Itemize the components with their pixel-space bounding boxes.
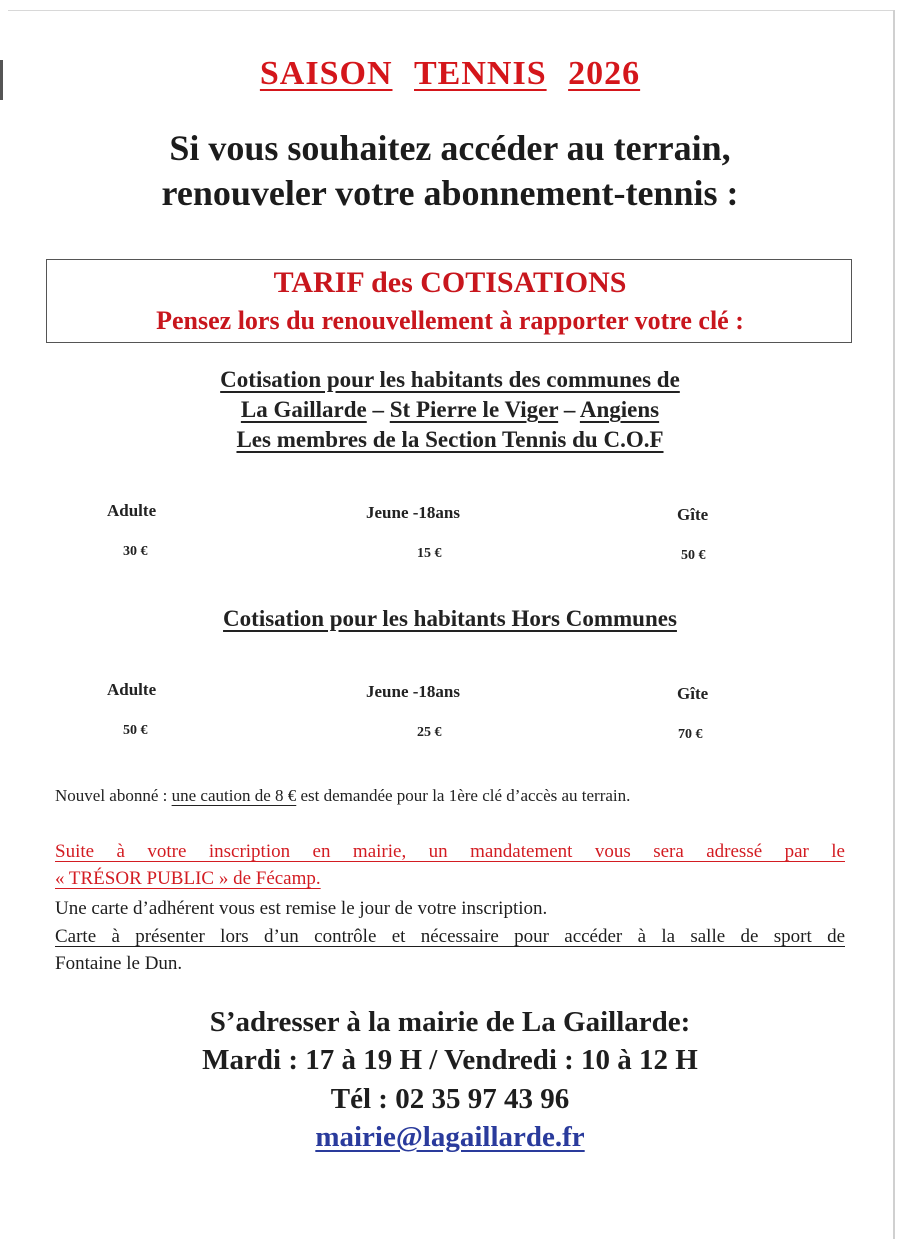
s2-label-gite: Gîte [677,684,709,703]
s1-label-adulte: Adulte [107,501,157,520]
tarif-title: TARIF des COTISATIONS [273,266,627,299]
separator-1: – [372,397,384,422]
s1-price-adulte: 30 € [123,544,148,559]
info-line-4: Carte à présenter lors d’un contrôle et nécessaire pour accéder à la salle de sport de [55,926,845,947]
section1-heading-line3: Les membres de la Section Tennis du C.O.F [236,427,664,452]
title-word-tennis: TENNIS [414,55,547,92]
commune-angiens: Angiens [579,397,660,422]
s2-label-jeune: Jeune -18ans [366,682,460,701]
commune-st-pierre-le-viger: St Pierre le Viger [389,397,559,422]
info-red-line-2: « TRÉSOR PUBLIC » de Fécamp. [55,868,321,889]
info-line-3: Une carte d’adhérent vous est remise le jour de votre inscription. [55,898,548,919]
subtitle-line-1: Si vous souhaitez accéder au terrain, [169,128,731,168]
page-edge-top [8,10,893,11]
section1-communes-line [0,397,900,423]
s2-label-adulte: Adulte [107,680,157,699]
title-word-saison: SAISON [259,55,393,92]
contact-hours: Mardi : 17 à 19 H / Vendredi : 10 à 12 H [202,1044,698,1076]
info-red-line-1: Suite à votre inscription en mairie, un mandatement vous sera adressé par le [55,841,845,862]
subtitle-line-2: renouveler votre abonnement-tennis : [161,173,739,213]
separator-2: – [563,397,576,422]
s1-label-jeune: Jeune -18ans [366,503,460,522]
commune-la-gaillarde: La Gaillarde [240,397,367,422]
page-title [0,55,900,93]
s2-price-jeune: 25 € [417,725,442,740]
contact-line-1: S’adresser à la mairie de La Gaillarde: [209,1006,691,1038]
s2-price-gite: 70 € [678,727,703,742]
contact-email-wrap [0,1121,900,1154]
s1-price-gite: 50 € [681,548,706,563]
s2-price-adulte: 50 € [123,723,148,738]
contact-phone: Tél : 02 35 97 43 96 [330,1083,570,1115]
tarif-subtitle: Pensez lors du renouvellement à rapporter votre clé : [156,306,744,335]
contact-email-link[interactable]: mairie@lagaillarde.fr [315,1121,585,1153]
info-line-5: Fontaine le Dun. [55,953,183,974]
new-subscriber-note: Nouvel abonné : une caution de 8 € est demandée pour la 1ère clé d’accès au terrain. [55,786,631,805]
s1-price-jeune: 15 € [417,546,442,561]
section1-heading-line1: Cotisation pour les habitants des communes de [220,367,680,392]
s1-label-gite: Gîte [677,505,709,524]
deposit-amount: une caution de 8 € [171,786,297,805]
section2-heading: Cotisation pour les habitants Hors Communes [223,606,677,631]
title-word-year: 2026 [568,55,641,92]
